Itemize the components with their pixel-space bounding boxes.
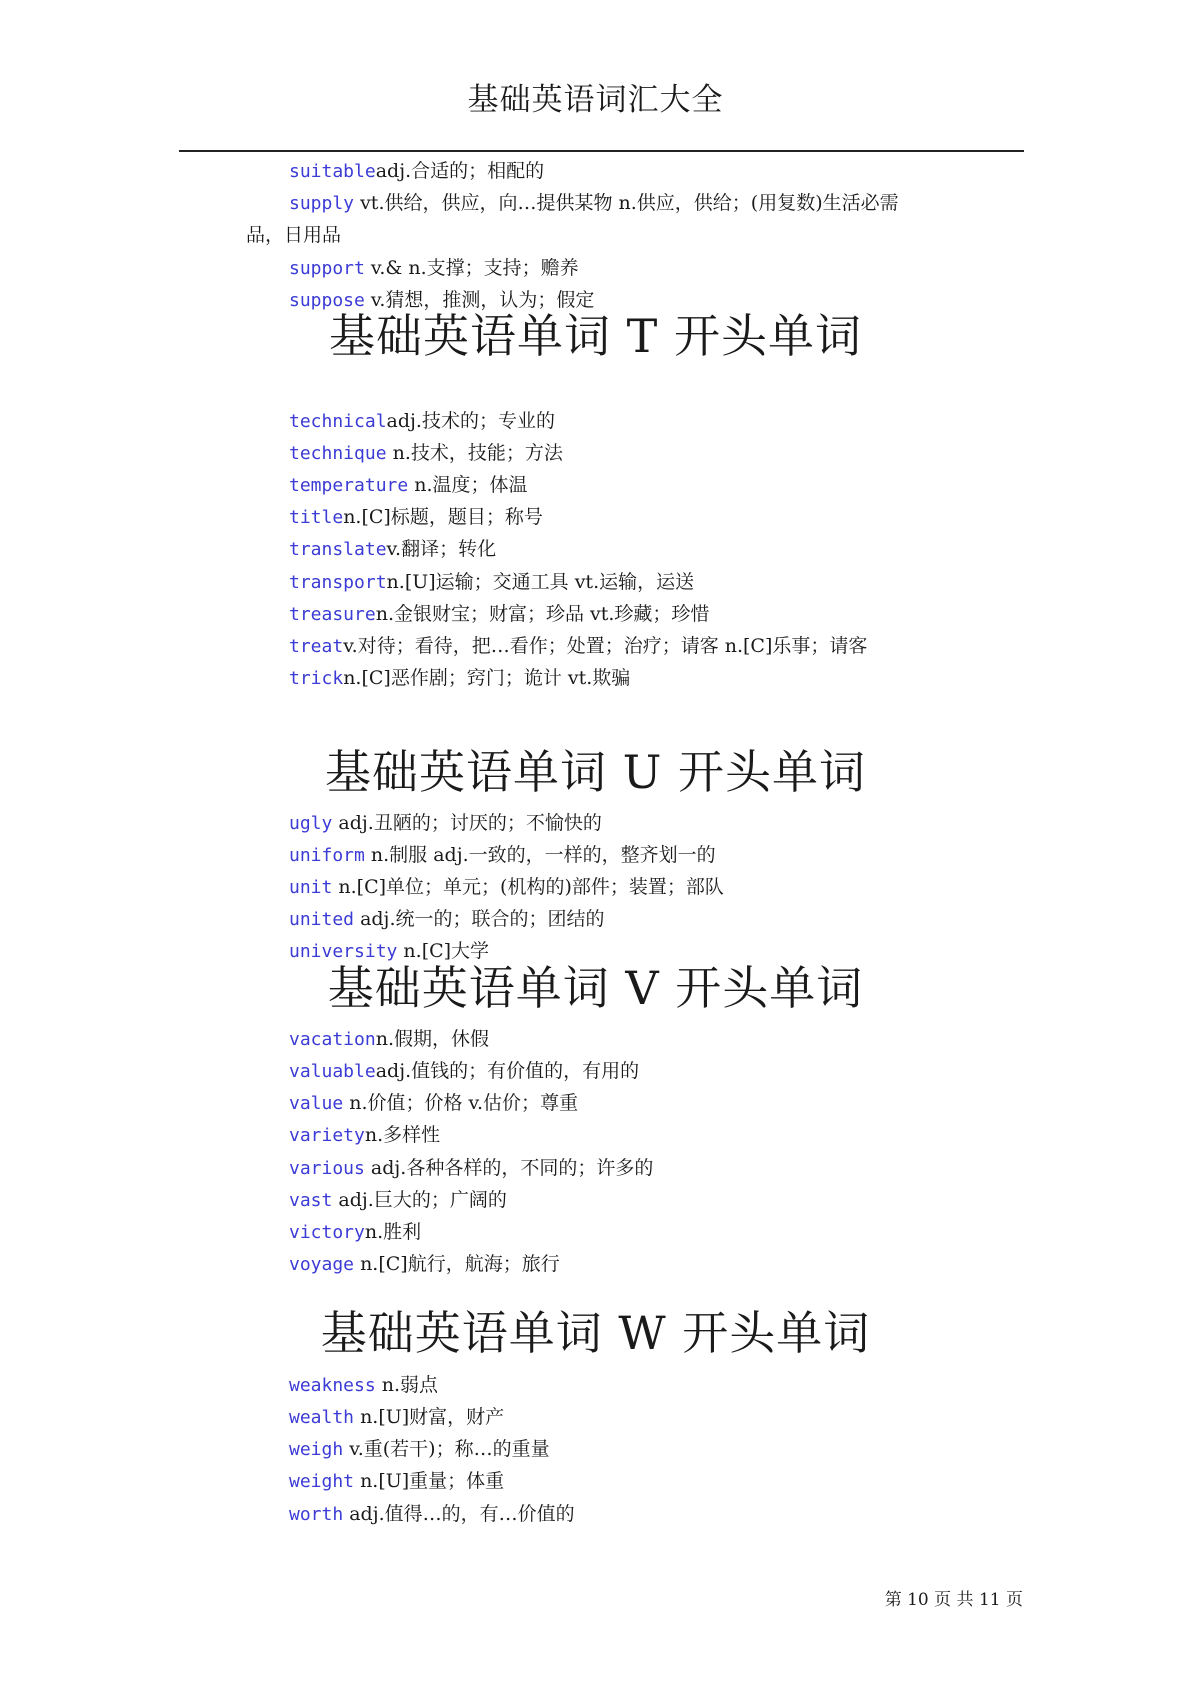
entry-word: uniform [289,845,365,866]
entry-word: suppose [289,290,365,311]
entry-supply-continued [246,224,341,246]
entry-definition: adj.值得…的，有…价值的 [343,1503,575,1525]
entry-word: weigh [289,1439,344,1460]
entry-variety [289,1124,440,1147]
entry-treat [289,635,867,658]
entry-word: vacation [289,1029,376,1050]
entry-definition: n.[U]运输；交通工具 vt.运输，运送 [386,571,695,593]
section-heading-v: 基础英语单词 V 开头单词 [327,961,864,1015]
entry-ugly [289,812,602,835]
entry-definition: n.[U]重量；体重 [354,1470,505,1492]
entry-various [289,1157,653,1180]
section-heading-w: 基础英语单词 W 开头单词 [320,1306,871,1360]
entry-word: supply [289,193,355,214]
entry-word: value [289,1093,344,1114]
entry-translate [289,538,496,561]
entry-title [289,506,543,529]
entry-definition: v.重(若干)；称…的重量 [343,1438,550,1460]
entry-definition: n.金银财宝；财富；珍品 vt.珍藏；珍惜 [375,603,710,625]
entry-definition: n.价值；价格 v.估价；尊重 [343,1092,579,1114]
entry-word: variety [289,1125,365,1146]
entry-word: worth [289,1504,344,1525]
entry-victory [289,1221,421,1244]
entry-word: technique [289,443,387,464]
entry-definition: adj.技术的；专业的 [386,410,555,432]
entry-word: wealth [289,1407,355,1428]
entry-word: trick [289,668,344,689]
entry-word: university [289,941,398,962]
entry-definition: n.技术，技能；方法 [386,442,563,464]
entry-definition: adj.合适的；相配的 [375,160,545,182]
entry-definition: n.[C]恶作剧；窍门；诡计 vt.欺骗 [343,667,631,689]
entry-trick [289,667,630,690]
entry-word: weight [289,1471,355,1492]
entry-word: technical [289,411,387,432]
entry-definition: 品，日用品 [246,224,342,246]
entry-weakness [289,1374,438,1397]
entry-definition: n.胜利 [364,1221,422,1243]
entry-definition: v.对待；看待，把…看作；处置；治疗；请客 n.[C]乐事；请客 [343,635,868,657]
entry-support [289,257,579,280]
entry-wealth [289,1406,504,1429]
entry-supply [289,192,899,215]
entry-word: weakness [289,1375,376,1396]
entry-definition: v.& n.支撑；支持；赡养 [364,257,579,279]
entry-word: support [289,258,365,279]
entry-word: translate [289,539,387,560]
entry-definition: adj.值钱的；有价值的，有用的 [375,1060,640,1082]
entry-definition: vt.供给，供应，向…提供某物 n.供应，供给；(用复数)生活必需 [354,192,899,214]
entry-word: temperature [289,475,409,496]
entry-treasure [289,603,709,626]
entry-word: various [289,1158,365,1179]
page-footer-number: 第 10 页 共 11 页 [884,1590,1023,1610]
entry-word: valuable [289,1061,376,1082]
entry-definition: v.猜想，推测，认为；假定 [364,289,595,311]
entry-definition: n.[U]财富，财产 [354,1406,505,1428]
entry-technique [289,442,563,465]
entry-suitable [289,160,544,183]
entry-definition: n.[C]标题，题目；称号 [343,506,543,528]
entry-word: treat [289,636,344,657]
entry-word: victory [289,1222,365,1243]
entry-word: voyage [289,1254,355,1275]
entry-definition: n.温度；体温 [408,474,528,496]
entry-worth [289,1503,575,1526]
entry-valuable [289,1060,639,1083]
entry-word: suitable [289,161,376,182]
entry-unit [289,876,724,899]
page-header-title: 基础英语词汇大全 [467,82,724,118]
entry-word: united [289,909,355,930]
entry-definition: n.[C]大学 [397,940,490,962]
entry-word: transport [289,572,387,593]
entry-definition: adj.丑陋的；讨厌的；不愉快的 [332,812,602,834]
entry-weigh [289,1438,550,1461]
entry-uniform [289,844,716,867]
entry-definition: adj.巨大的；广阔的 [332,1189,507,1211]
entry-word: ugly [289,813,333,834]
entry-word: vast [289,1190,333,1211]
entry-definition: n.[C]航行，航海；旅行 [354,1253,560,1275]
entry-value [289,1092,578,1115]
entry-vacation [289,1028,489,1051]
section-heading-u: 基础英语单词 U 开头单词 [324,745,866,799]
entry-word: title [289,507,344,528]
entry-definition: adj.各种各样的，不同的；许多的 [364,1157,654,1179]
entry-definition: n.假期，休假 [375,1028,489,1050]
entry-definition: n.多样性 [364,1124,441,1146]
entry-weight [289,1470,504,1493]
entry-definition: n.制服 adj.一致的，一样的，整齐划一的 [364,844,716,866]
entry-definition: adj.统一的；联合的；团结的 [354,908,605,930]
entry-united [289,908,605,931]
header-divider [179,150,1024,152]
entry-vast [289,1189,507,1212]
entry-temperature [289,474,528,497]
entry-definition: n.弱点 [375,1374,439,1396]
entry-word: unit [289,877,333,898]
section-heading-t: 基础英语单词 T 开头单词 [329,309,862,363]
entry-definition: n.[C]单位；单元；(机构的)部件；装置；部队 [332,876,724,898]
entry-transport [289,571,694,594]
entry-definition: v.翻译；转化 [386,538,497,560]
entry-technical [289,410,555,433]
entry-word: treasure [289,604,376,625]
entry-voyage [289,1253,560,1276]
